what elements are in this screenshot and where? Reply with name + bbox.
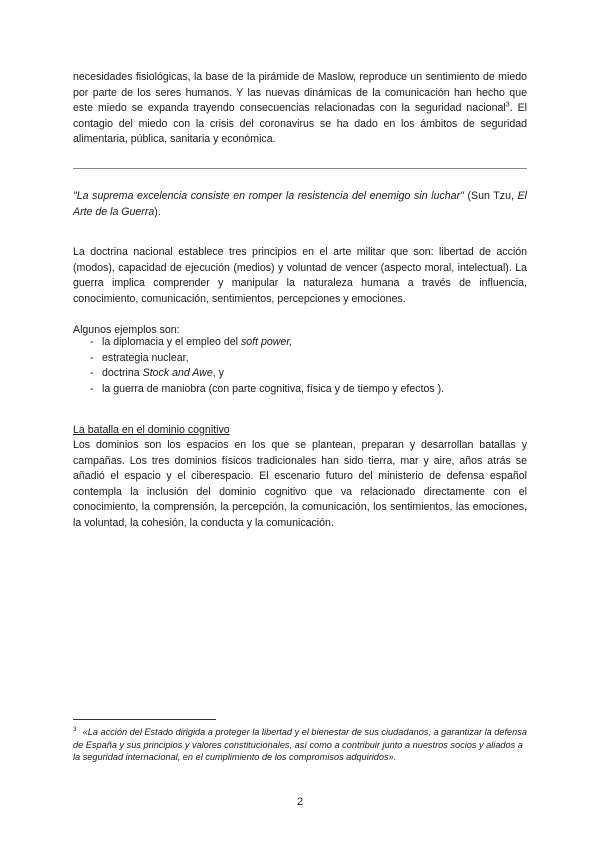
paragraph-maslow-continuation: . El contagio del miedo con la crisis del coronavirus se ha dado en los ámbitos de seguridad alimentaria, pública, sanitaria y económica. xyxy=(73,102,528,145)
quote-attribution-open: (Sun Tzu, xyxy=(463,190,518,202)
list-dash: - xyxy=(90,351,94,364)
list-item xyxy=(90,366,527,382)
examples-list xyxy=(90,335,527,397)
paragraph-doctrine: La doctrina nacional establece tres principios en el arte militar que son: libertad de acción (modos), capacidad de ejecución (medios) y voluntad de vencer (aspecto moral, intelectual). La guerra implica comprender y manipular la naturaleza humana a través de influencia, conocimiento, comunicación, sentimientos, percepciones y emociones. xyxy=(73,246,527,305)
list-item-text: la guerra de maniobra (con parte cognitiva, física y de tiempo y efectos ). xyxy=(102,382,445,395)
paragraph-cognitive-domain: Los dominios son los espacios en los que se plantean, preparan y desarrollan batallas y campañas. Los tres dominios físicos tradicionales han sido tierra, mar y aire, años atrás se añadió el espacio y el ciberespacio. El escenario futuro del ministerio de defensa español contempla la inclusión del dominio cognitivo que va relacionado directamente con el conocimiento, la comprensión, la percepción, la comunicación, los sentimientos, las emociones, la voluntad, la cohesión, la conducta y la comunicación. xyxy=(73,439,527,529)
quote-text: "La suprema excelencia consiste en romper la resistencia del enemigo sin luchar" xyxy=(73,190,464,202)
list-item-tail: , y xyxy=(212,367,224,379)
examples-intro: Algunos ejemplos son: xyxy=(73,324,180,336)
list-item xyxy=(90,335,527,351)
footnote xyxy=(73,724,527,764)
footnote-reference[interactable]: 3 xyxy=(505,101,510,109)
list-dash: - xyxy=(90,382,94,395)
list-item-text: doctrina xyxy=(102,367,143,379)
quote-attribution-close: ). xyxy=(154,205,161,218)
page-number: 2 xyxy=(296,796,304,808)
quote-source: El Arte de la Guerra xyxy=(73,190,527,218)
footnote-separator xyxy=(73,719,216,720)
sun-tzu-quote xyxy=(73,189,527,220)
horizontal-divider xyxy=(73,168,527,169)
list-dash: - xyxy=(90,336,94,348)
paragraph-maslow-text: necesidades fisiológicas, la base de la pirámide de Maslow, reproduce un sentimiento de miedo por parte de los seres humanos. Y las nuevas dinámicas de la comunicación han hecho que este miedo se expanda trayendo consecuencias relacionadas con la seguridad nacional xyxy=(73,71,527,114)
paragraph-maslow xyxy=(73,70,527,148)
list-item-text: la diplomacia y el empleo del xyxy=(102,336,241,348)
list-item xyxy=(90,382,527,398)
list-item-italic: soft power, xyxy=(240,336,293,348)
footnote-text: «La acción del Estado dirigida a proteger la libertad y el bienestar de sus ciudadanos, a garantizar la defensa de España y sus principios y valores constitucionales, así como a contribuir junto a nuestros socios y aliados a la seguridad internacional, en el cumplimiento de los compromisos adquiridos». xyxy=(73,727,527,763)
list-item-text: estrategia nuclear, xyxy=(102,351,189,364)
list-dash: - xyxy=(90,367,94,379)
list-item-italic: Stock and Awe xyxy=(142,367,213,379)
section-heading: La batalla en el dominio cognitivo xyxy=(73,424,230,436)
footnote-number: 3 xyxy=(73,726,77,733)
list-item xyxy=(90,351,527,367)
